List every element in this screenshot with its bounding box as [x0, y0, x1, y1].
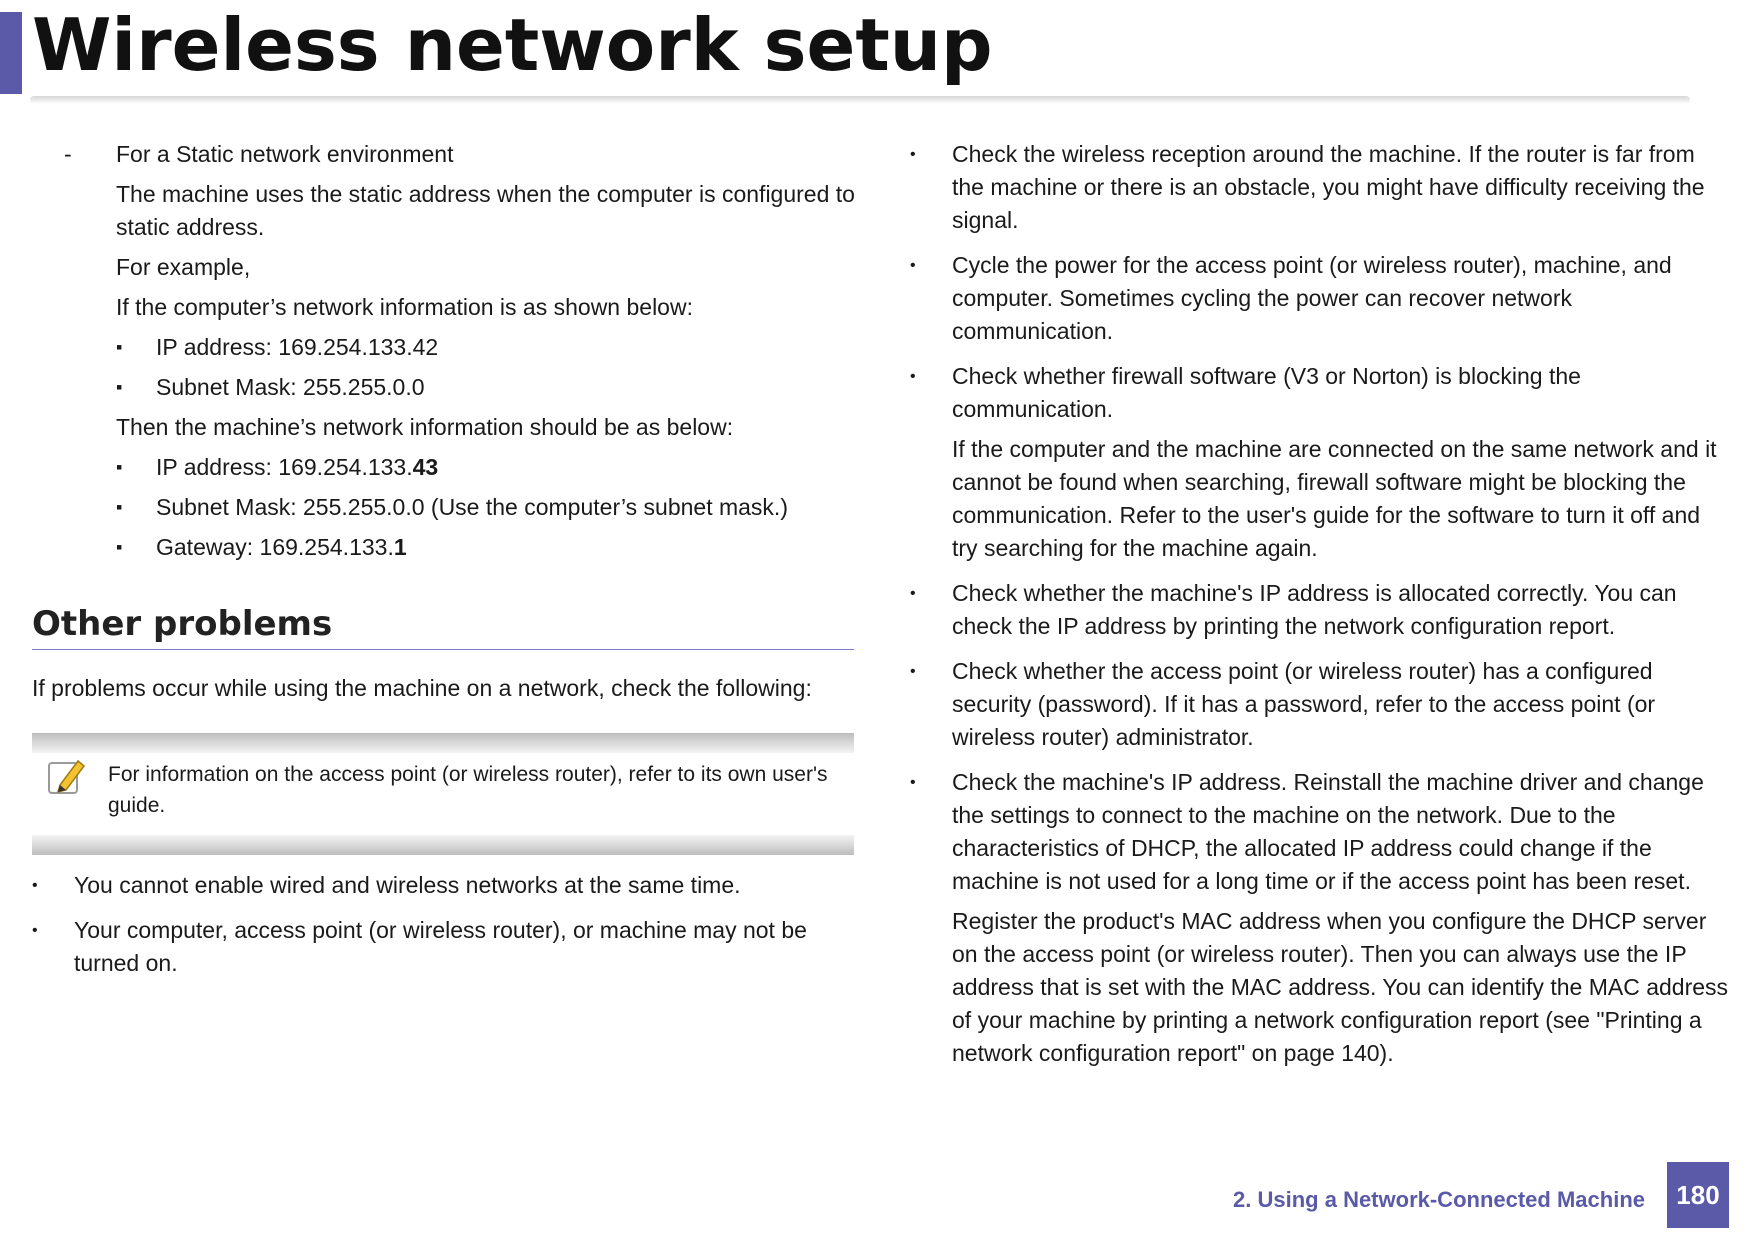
- bullet-text: Check whether firewall software (V3 or Norton) is blocking the communication.: [952, 363, 1581, 422]
- static-env-p2: For example,: [116, 254, 251, 280]
- static-env-p3: If the computer’s network information is as shown below:: [116, 294, 693, 320]
- note-bottom-band: [32, 835, 854, 855]
- square-bullet: ▪: [116, 497, 123, 517]
- list-item: [910, 138, 1730, 237]
- computer-subnet: Subnet Mask: 255.255.0.0: [156, 374, 425, 400]
- page-number: 180: [1667, 1162, 1729, 1228]
- bullet-text: Your computer, access point (or wireless router), or machine may not be turned on.: [74, 917, 807, 976]
- bullet-text: You cannot enable wired and wireless networks at the same time.: [74, 872, 741, 898]
- list-item: [910, 249, 1730, 348]
- section-divider: [32, 649, 854, 650]
- bullet-text: Check whether the machine's IP address is allocated correctly. You can check the IP address by printing the network configuration report.: [952, 580, 1677, 639]
- square-bullet: ▪: [116, 377, 123, 397]
- footer-chapter: 2. Using a Network-Connected Machine: [1233, 1187, 1645, 1212]
- title-accent-bar: [0, 12, 22, 94]
- bullet-mark: •: [910, 368, 916, 385]
- list-item: [910, 766, 1730, 1070]
- square-bullet: ▪: [116, 337, 123, 357]
- list-item: [910, 655, 1730, 754]
- bullet-text: Check whether the access point (or wireless router) has a configured security (password). If it has a password, refer to the access point (or wireless router) administrator.: [952, 658, 1656, 750]
- list-item: [910, 360, 1730, 565]
- left-column: [32, 138, 862, 980]
- bullet-mark: •: [910, 257, 916, 274]
- list-item: [32, 869, 862, 902]
- bullet-subtext: Register the product's MAC address when you configure the DHCP server on the access point (or wireless router). Then you can always use the IP address that is set with the MAC address. You can identify the MAC address of your machine by printing a network configuration report (see "Printing a network configuration report" on page 140).: [952, 908, 1729, 1066]
- note-text: For information on the access point (or wireless router), refer to its own user's guide.: [108, 763, 828, 817]
- bullet-text: Check the machine's IP address. Reinstall the machine driver and change the settings to connect to the machine on the network. Due to the characteristics of DHCP, the allocated IP address could change if the machine is not used for a long time or if the access point has been reset.: [952, 769, 1704, 894]
- bullet-mark: •: [910, 585, 916, 602]
- bullet-mark: •: [32, 922, 38, 939]
- note-box: [32, 733, 854, 855]
- list-item: [32, 914, 862, 980]
- section-heading: Other problems: [32, 604, 333, 644]
- list-item: [32, 531, 862, 564]
- list-item: [32, 491, 862, 524]
- computer-ip: IP address: 169.254.133.42: [156, 334, 439, 360]
- bullet-mark: •: [910, 663, 916, 680]
- other-problems-intro: If problems occur while using the machine on a network, check the following:: [32, 675, 812, 701]
- square-bullet: ▪: [116, 537, 123, 557]
- static-env-item: [32, 138, 862, 171]
- bullet-text: Check the wireless reception around the machine. If the router is far from the machine or there is an obstacle, you might have difficulty receiving the signal.: [952, 141, 1705, 233]
- machine-gateway: Gateway: 169.254.133.1: [156, 534, 407, 560]
- bullet-text: Cycle the power for the access point (or wireless router), machine, and computer. Sometimes cycling the power can recover network communication.: [952, 252, 1672, 344]
- list-item: [910, 577, 1730, 643]
- static-env-label: For a Static network environment: [116, 141, 454, 167]
- dash-mark: -: [64, 141, 72, 167]
- machine-ip: IP address: 169.254.133.43: [156, 454, 439, 480]
- list-item: [32, 451, 862, 484]
- bullet-mark: •: [32, 877, 38, 894]
- square-bullet: ▪: [116, 457, 123, 477]
- bullet-subtext: If the computer and the machine are connected on the same network and it cannot be found when searching, firewall software might be blocking the communication. Refer to the user's guide for the software to turn it off and try searching for the machine again.: [952, 436, 1717, 561]
- static-env-p4: Then the machine’s network information should be as below:: [116, 414, 734, 440]
- static-env-p1: The machine uses the static address when the computer is configured to static address.: [116, 181, 855, 240]
- page-title: Wireless network setup: [32, 3, 993, 87]
- machine-subnet: Subnet Mask: 255.255.0.0 (Use the computer’s subnet mask.): [156, 494, 788, 520]
- list-item: [32, 371, 862, 404]
- note-top-band: [32, 733, 854, 753]
- bullet-mark: •: [910, 146, 916, 163]
- right-column: [910, 138, 1730, 1070]
- bullet-mark: •: [910, 774, 916, 791]
- title-divider: [30, 96, 1690, 104]
- list-item: [32, 331, 862, 364]
- pencil-note-icon: [46, 755, 88, 797]
